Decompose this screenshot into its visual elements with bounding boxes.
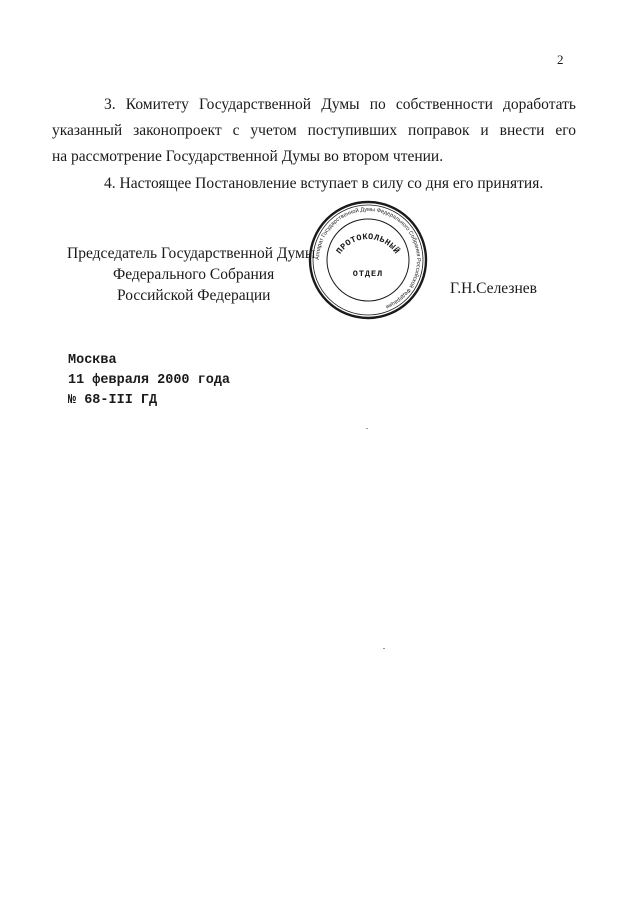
- scan-speck: [366, 428, 368, 429]
- city: Москва: [68, 353, 117, 368]
- paragraph-3-line-2: указанный законопроект с учетом поступивших поправок и внести его: [52, 122, 576, 139]
- signature-block: [67, 243, 315, 306]
- scan-speck: [383, 648, 385, 649]
- date: 11 февраля 2000 года: [68, 373, 231, 388]
- document-footer: [68, 351, 230, 411]
- signer-title-line-1: Председатель Государственной Думы: [67, 245, 316, 262]
- document-number: № 68-III ГД: [68, 393, 158, 408]
- paragraph-3-line-3: на рассмотрение Государственной Думы во втором чтении.: [52, 148, 444, 165]
- official-stamp: [306, 198, 430, 322]
- paragraph-3: [52, 92, 576, 170]
- stamp-ring-text: Аппарат Государственной Думы Федерального Собрания Российской Федерации: [314, 206, 422, 310]
- signer-title-line-3: Российской Федерации: [117, 287, 271, 304]
- paragraph-4-text: 4. Настоящее Постановление вступает в силу со дня его принятия.: [104, 175, 544, 192]
- stamp-center-bottom: ОТДЕЛ: [352, 269, 384, 279]
- signer-title-line-2: Федерального Собрания: [113, 266, 275, 283]
- paragraph-3-line-1: 3. Комитету Государственной Думы по собственности доработать: [104, 96, 576, 113]
- page-number: 2: [557, 52, 564, 67]
- signer-name: Г.Н.Селезнев: [450, 280, 537, 297]
- paragraph-4: [52, 171, 576, 197]
- stamp-center-top: ПРОТОКОЛЬНЫЙ: [334, 231, 402, 257]
